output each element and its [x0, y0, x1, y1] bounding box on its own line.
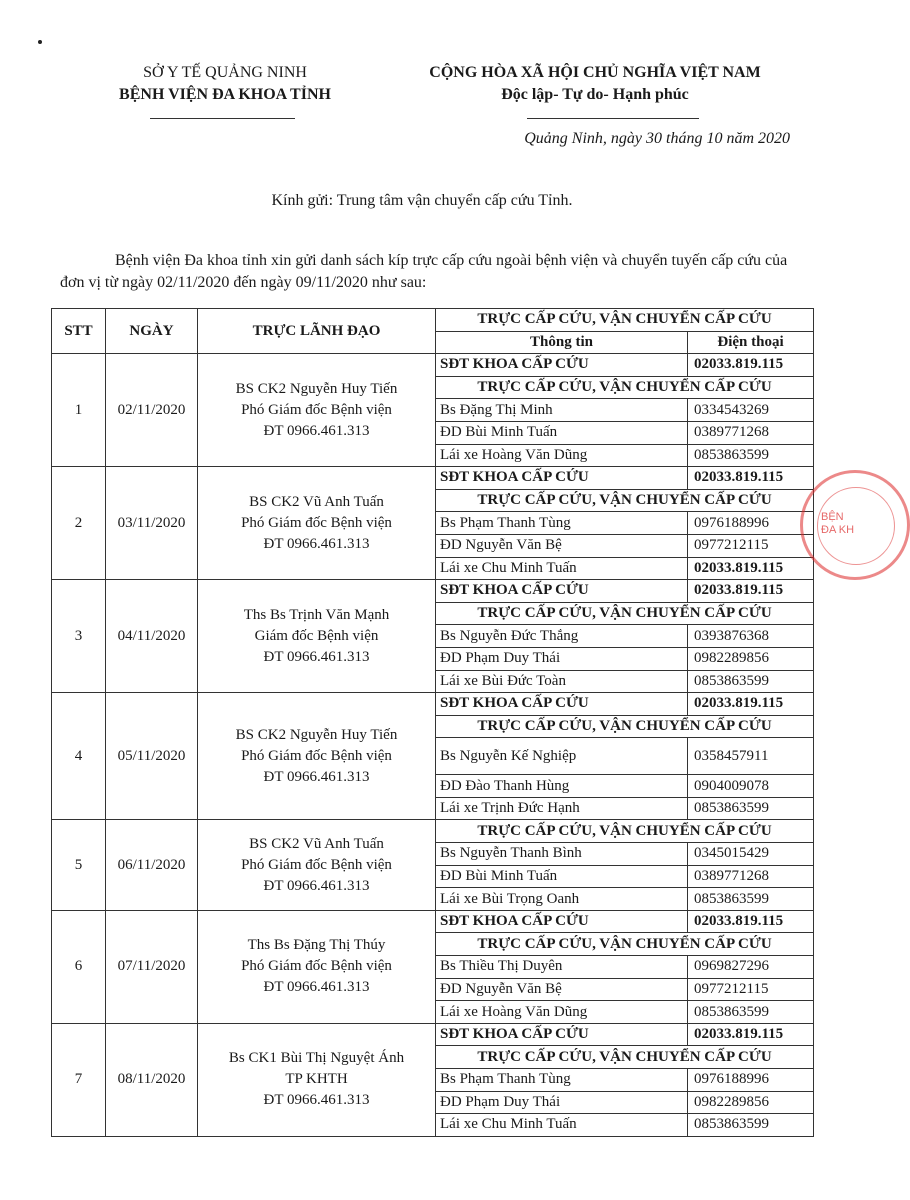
row-date: 04/11/2020 [106, 580, 198, 693]
leader-line: Phó Giám đốc Bệnh viện [241, 856, 392, 873]
scan-mark [38, 40, 42, 44]
staff-name: Bs Nguyễn Đức Thắng [436, 625, 688, 648]
duty-subheader: TRỰC CẤP CỨU, VẬN CHUYỂN CẤP CỨU [436, 1046, 814, 1069]
staff-phone: 02033.819.115 [688, 354, 814, 377]
staff-name: ĐD Bùi Minh Tuấn [436, 421, 688, 444]
staff-name: Bs Nguyễn Thanh Bình [436, 843, 688, 866]
leader-line: ĐT 0966.461.313 [263, 422, 370, 439]
leader-line: BS CK2 Nguyễn Huy Tiến [235, 380, 398, 397]
leader-line: TP KHTH [285, 1071, 348, 1088]
row-leader [198, 693, 436, 820]
staff-phone: 0358457911 [688, 738, 814, 775]
staff-phone: 02033.819.115 [688, 580, 814, 603]
table-row [52, 820, 814, 843]
leader-line: ĐT 0966.461.313 [263, 648, 370, 665]
er-hotline-label: SĐT KHOA CẤP CỨU [436, 693, 688, 716]
leader-line: Phó Giám đốc Bệnh viện [241, 747, 392, 764]
staff-name: Bs Thiều Thị Duyên [436, 956, 688, 979]
staff-phone: 02033.819.115 [688, 693, 814, 716]
staff-name: ĐD Phạm Duy Thái [436, 647, 688, 670]
staff-name: Lái xe Trịnh Đức Hạnh [436, 797, 688, 820]
staff-name: ĐD Nguyễn Văn Bệ [436, 534, 688, 557]
staff-phone: 0853863599 [688, 1114, 814, 1137]
er-hotline-label: SĐT KHOA CẤP CỨU [436, 354, 688, 377]
staff-phone: 02033.819.115 [688, 1023, 814, 1046]
table-row [52, 467, 814, 490]
greeting: Kính gửi: Trung tâm vận chuyển cấp cứu Tỉnh. [271, 192, 573, 209]
national-motto: Độc lập- Tự do- Hạnh phúc [501, 86, 689, 103]
row-stt: 1 [52, 354, 106, 467]
duty-roster-table [51, 308, 814, 1137]
row-stt: 5 [52, 820, 106, 910]
staff-phone: 0393876368 [688, 625, 814, 648]
leader-line: BS CK2 Vũ Anh Tuấn [249, 835, 384, 852]
staff-name: ĐD Phạm Duy Thái [436, 1091, 688, 1114]
er-hotline-label: SĐT KHOA CẤP CỨU [436, 1023, 688, 1046]
row-stt: 6 [52, 910, 106, 1023]
row-leader [198, 580, 436, 693]
staff-name: Lái xe Chu Minh Tuấn [436, 557, 688, 580]
staff-phone: 0977212115 [688, 978, 814, 1001]
duty-subheader: TRỰC CẤP CỨU, VẬN CHUYỂN CẤP CỨU [436, 933, 814, 956]
leader-line: ĐT 0966.461.313 [263, 768, 370, 785]
row-stt: 7 [52, 1023, 106, 1136]
row-date: 02/11/2020 [106, 354, 198, 467]
er-hotline-label: SĐT KHOA CẤP CỨU [436, 910, 688, 933]
header-stt: STT [52, 309, 106, 354]
staff-phone: 0976188996 [688, 512, 814, 535]
row-date: 03/11/2020 [106, 467, 198, 580]
row-leader [198, 1023, 436, 1136]
staff-phone: 0904009078 [688, 775, 814, 798]
row-leader [198, 354, 436, 467]
leader-line: ĐT 0966.461.313 [263, 877, 370, 894]
leader-line: BS CK2 Nguyễn Huy Tiến [235, 726, 398, 743]
leader-line: ĐT 0966.461.313 [263, 535, 370, 552]
staff-phone: 02033.819.115 [688, 557, 814, 580]
staff-phone: 0389771268 [688, 421, 814, 444]
staff-phone: 0982289856 [688, 1091, 814, 1114]
red-seal-text: BỆN ĐA KH [821, 511, 855, 536]
issuer-hospital: BỆNH VIỆN ĐA KHOA TỈNH [119, 86, 331, 103]
staff-phone: 0853863599 [688, 1001, 814, 1024]
er-hotline-label: SĐT KHOA CẤP CỨU [436, 580, 688, 603]
staff-phone: 0977212115 [688, 534, 814, 557]
staff-name: Lái xe Bùi Trọng Oanh [436, 888, 688, 911]
duty-subheader: TRỰC CẤP CỨU, VẬN CHUYỂN CẤP CỨU [436, 820, 814, 843]
motto-underline [527, 118, 699, 119]
header-duty: TRỰC CẤP CỨU, VẬN CHUYỂN CẤP CỨU [436, 309, 814, 332]
duty-subheader: TRỰC CẤP CỨU, VẬN CHUYỂN CẤP CỨU [436, 489, 814, 512]
row-leader [198, 820, 436, 910]
row-stt: 4 [52, 693, 106, 820]
staff-phone: 0976188996 [688, 1069, 814, 1092]
leader-line: Phó Giám đốc Bệnh viện [241, 958, 392, 975]
staff-phone: 0334543269 [688, 399, 814, 422]
staff-name: Lái xe Chu Minh Tuấn [436, 1114, 688, 1137]
row-leader [198, 910, 436, 1023]
leader-line: Phó Giám đốc Bệnh viện [241, 514, 392, 531]
staff-phone: 02033.819.115 [688, 910, 814, 933]
issuer-underline [150, 118, 295, 119]
leader-line: ĐT 0966.461.313 [263, 1092, 370, 1109]
duty-subheader: TRỰC CẤP CỨU, VẬN CHUYỂN CẤP CỨU [436, 715, 814, 738]
leader-line: ĐT 0966.461.313 [263, 979, 370, 996]
row-date: 05/11/2020 [106, 693, 198, 820]
leader-line: Phó Giám đốc Bệnh viện [241, 401, 392, 418]
table-row [52, 354, 814, 377]
duty-subheader: TRỰC CẤP CỨU, VẬN CHUYỂN CẤP CỨU [436, 376, 814, 399]
staff-phone: 02033.819.115 [688, 467, 814, 490]
place-date: Quảng Ninh, ngày 30 tháng 10 năm 2020 [524, 130, 790, 147]
header-date: NGÀY [106, 309, 198, 354]
duty-subheader: TRỰC CẤP CỨU, VẬN CHUYỂN CẤP CỨU [436, 602, 814, 625]
leader-line: Giám đốc Bệnh viện [254, 627, 379, 644]
staff-name: Bs Phạm Thanh Tùng [436, 1069, 688, 1092]
staff-phone: 0982289856 [688, 647, 814, 670]
issuer-department: SỞ Y TẾ QUẢNG NINH [143, 64, 307, 81]
table-row [52, 1023, 814, 1046]
staff-name: ĐD Bùi Minh Tuấn [436, 865, 688, 888]
staff-phone: 0853863599 [688, 797, 814, 820]
row-stt: 3 [52, 580, 106, 693]
staff-phone: 0345015429 [688, 843, 814, 866]
national-title: CỘNG HÒA XÃ HỘI CHỦ NGHĨA VIỆT NAM [429, 64, 761, 81]
table-row [52, 693, 814, 716]
staff-name: Lái xe Bùi Đức Toàn [436, 670, 688, 693]
issuer-block [60, 62, 390, 106]
table-row [52, 910, 814, 933]
header-leader: TRỰC LÃNH ĐẠO [198, 309, 436, 354]
leader-line: Bs CK1 Bùi Thị Nguyệt Ánh [228, 1050, 405, 1067]
staff-phone: 0969827296 [688, 956, 814, 979]
er-hotline-label: SĐT KHOA CẤP CỨU [436, 467, 688, 490]
national-header [385, 62, 805, 106]
staff-name: Lái xe Hoàng Văn Dũng [436, 1001, 688, 1024]
row-stt: 2 [52, 467, 106, 580]
staff-name: Bs Phạm Thanh Tùng [436, 512, 688, 535]
row-date: 07/11/2020 [106, 910, 198, 1023]
staff-name: Bs Nguyễn Kế Nghiệp [436, 738, 688, 775]
staff-phone: 0853863599 [688, 670, 814, 693]
staff-name: ĐD Nguyễn Văn Bệ [436, 978, 688, 1001]
staff-phone: 0853863599 [688, 888, 814, 911]
staff-phone: 0389771268 [688, 865, 814, 888]
table-row [52, 580, 814, 603]
header-info: Thông tin [436, 331, 688, 354]
staff-name: Lái xe Hoàng Văn Dũng [436, 444, 688, 467]
staff-name: ĐD Đào Thanh Hùng [436, 775, 688, 798]
red-seal-stamp [800, 470, 910, 580]
leader-line: Ths Bs Trịnh Văn Mạnh [243, 606, 390, 623]
row-leader [198, 467, 436, 580]
row-date: 08/11/2020 [106, 1023, 198, 1136]
leader-line: Ths Bs Đặng Thị Thúy [247, 937, 386, 954]
intro-paragraph: Bệnh viện Đa khoa tỉnh xin gửi danh sách kíp trực cấp cứu ngoài bệnh viện và chuyển tuyến cấp cứu của đơn vị từ ngày 02/11/2020 đến ngày 09/11/2020 như sau: [60, 252, 788, 291]
staff-phone: 0853863599 [688, 444, 814, 467]
leader-line: BS CK2 Vũ Anh Tuấn [249, 493, 384, 510]
staff-name: Bs Đặng Thị Minh [436, 399, 688, 422]
header-phone: Điện thoại [688, 331, 814, 354]
row-date: 06/11/2020 [106, 820, 198, 910]
